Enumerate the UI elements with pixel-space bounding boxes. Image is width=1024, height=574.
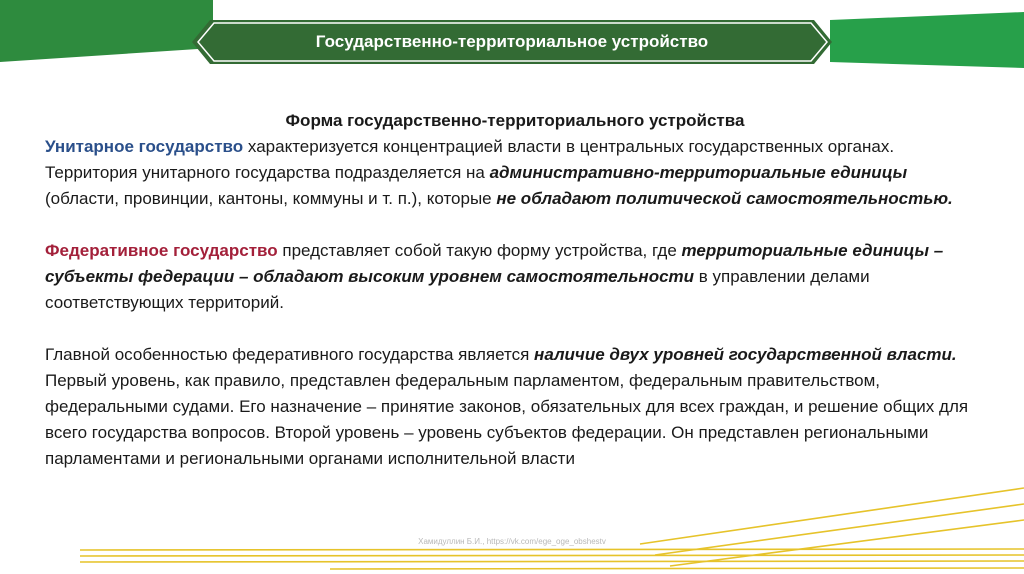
- feature-text-1: Главной особенностью федеративного государства является: [45, 345, 535, 364]
- feature-text-2: Первый уровень, как правило, представлен федеральным парламентом, федеральным правительством, федеральными судами. Его назначение – принятие законов, обязательных для всех граждан, и решение общих для всего государства вопросов. Второй уровень – уровень субъектов федерации. Он представлен региональными парламентами и региональными органами исполнительной власти: [45, 371, 969, 468]
- federal-emphasis-1: территориальные единицы – субъекты федерации – обладают высоким уровнем самостоятельности: [45, 241, 944, 286]
- federal-paragraph: [45, 238, 985, 316]
- federal-term: Федеративное государство: [45, 241, 278, 260]
- unitary-text-1: характеризуется концентрацией власти в центральных государственных органах. Территория унитарного государства подразделяется на: [45, 137, 895, 182]
- top-left-green-strip: [0, 0, 213, 62]
- slide-content: [45, 108, 985, 472]
- federal-text-2: в управлении делами соответствующих территорий.: [45, 267, 870, 312]
- section-heading: Форма государственно-территориального устройства: [285, 111, 745, 130]
- author-credit: Хамидуллин Б.И., https://vk.com/ege_oge_obshestv: [418, 537, 606, 546]
- bottom-gold-lines: [80, 488, 1024, 569]
- federal-text-1: представляет собой такую форму устройства, где: [277, 241, 682, 260]
- unitary-paragraph: [45, 134, 985, 212]
- unitary-emphasis-1: административно-территориальные единицы: [489, 163, 908, 182]
- slide-title: Государственно-территориальное устройство: [315, 32, 709, 51]
- feature-paragraph: [45, 342, 985, 472]
- feature-emphasis-1: наличие двух уровней государственной власти.: [534, 345, 957, 364]
- unitary-emphasis-2: не обладают политической самостоятельностью.: [496, 189, 953, 208]
- unitary-text-2: (области, провинции, кантоны, коммуны и т. п.), которые: [45, 189, 497, 208]
- top-right-green-band: [830, 12, 1024, 68]
- unitary-term: Унитарное государство: [45, 137, 244, 156]
